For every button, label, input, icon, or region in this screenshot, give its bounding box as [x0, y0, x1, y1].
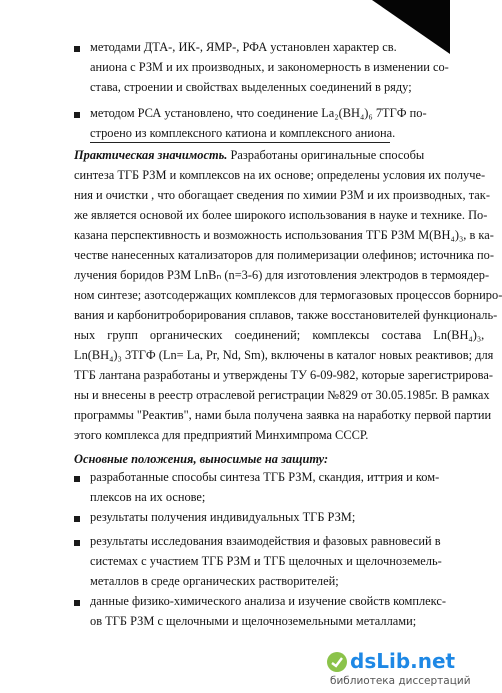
- practical-line: честве нанесенных катализаторов для полимеризации олефинов; источника по-: [74, 248, 494, 262]
- bullet-2-line-2: строено из комплексного катиона и комплексного аниона.: [90, 126, 396, 140]
- practical-line: синтеза ТГБ РЗМ и комплексов на их основе; определены условия их получе-: [74, 168, 486, 182]
- practical-heading: Практическая значимость.: [74, 148, 228, 162]
- bullet-square-icon: [74, 112, 80, 118]
- practical-line: ния и очистки , что обогащает сведения по химии РЗМ и их производных, так-: [74, 188, 490, 202]
- practical-line: ном синтезе; азотсодержащих комплексов для термогазовых процессов борниро-: [74, 288, 502, 302]
- defense-item-3-line-1: результаты исследования взаимодействия и фазовых равновесий в: [90, 534, 441, 548]
- practical-line: Ln(BH₄)₃ 3ТГФ (Ln= La, Pr, Nd, Sm), включены в каталог новых реактивов; для: [74, 348, 494, 362]
- practical-line: ТГБ лантана разработаны и утверждены ТУ 6-09-982, которые зарегистрирова-: [74, 368, 493, 382]
- dslib-brand: dsLib.net: [350, 649, 456, 673]
- practical-line: же является основой их более широкого использования в науке и технике. По-: [74, 208, 488, 222]
- practical-line: ных групп органических соединений; комплексы состава Ln(BH₄)₃,: [74, 328, 485, 342]
- practical-line: этого комплекса для предприятий Минхимпрома СССР.: [74, 428, 369, 442]
- practical-line: вания и карбонитроборирования сплавов, также восстановителей функциональ-: [74, 308, 498, 322]
- practical-line: ны и внесены в реестр отраслевой регистрации №829 от 30.05.1985г. В рамках: [74, 388, 490, 402]
- defense-item-1-line-2: плексов на их основе;: [90, 490, 206, 504]
- practical-first-line: [74, 148, 424, 163]
- bullet-square-icon: [74, 476, 80, 482]
- practical-line: казана перспективность и возможность использования ТГБ РЗМ М(BH₄)₃, в ка-: [74, 228, 494, 242]
- bullet-1-line-3: става, строении и свойствах выделенных соединений в ряду;: [90, 80, 412, 94]
- defense-item-3-line-3: металлов в среде органических растворителей;: [90, 574, 339, 588]
- handwritten-underline: [90, 142, 390, 143]
- bullet-square-icon: [74, 46, 80, 52]
- bullet-square-icon: [74, 600, 80, 606]
- defense-item-3-line-2: системах с участием ТГБ РЗМ и ТГБ щелочных и щелочноземель-: [90, 554, 442, 568]
- practical-line: программы "Реактив", нами была получена заявка на наработку первой партии: [74, 408, 492, 422]
- defense-item-4-line-1: данные физико-химического анализа и изучение свойств комплекс-: [90, 594, 446, 608]
- defense-item-2-line-1: результаты получения индивидуальных ТГБ РЗМ;: [90, 510, 356, 524]
- bullet-2-line-1: методом РСА установлено, что соединение La₂(BH₄)₆ 7ТГФ по-: [90, 106, 427, 120]
- dslib-subtitle: библиотека диссертаций: [330, 675, 471, 687]
- defense-item-4-line-2: ов ТГБ РЗМ с щелочными и щелочноземельными металлами;: [90, 614, 417, 628]
- bullet-1-line-2: аниона с РЗМ и их производных, и закономерность в изменении со-: [90, 60, 449, 74]
- bullet-square-icon: [74, 540, 80, 546]
- practical-line: лучения боридов РЗМ LnBₙ (n=3-6) для изготовления электродов в термоядер-: [74, 268, 490, 282]
- dslib-logo-icon: [326, 651, 348, 673]
- dslib-watermark[interactable]: [326, 649, 471, 689]
- defense-item-1-line-1: разработанные способы синтеза ТГБ РЗМ, скандия, иттрия и ком-: [90, 470, 440, 484]
- bullet-square-icon: [74, 516, 80, 522]
- defense-heading: Основные положения, выносимые на защиту:: [74, 452, 329, 466]
- bullet-1-line-1: методами ДТА-, ИК-, ЯМР-, РФА установлен характер св.: [90, 40, 397, 54]
- practical-line-0: Разработаны оригинальные способы: [227, 148, 425, 162]
